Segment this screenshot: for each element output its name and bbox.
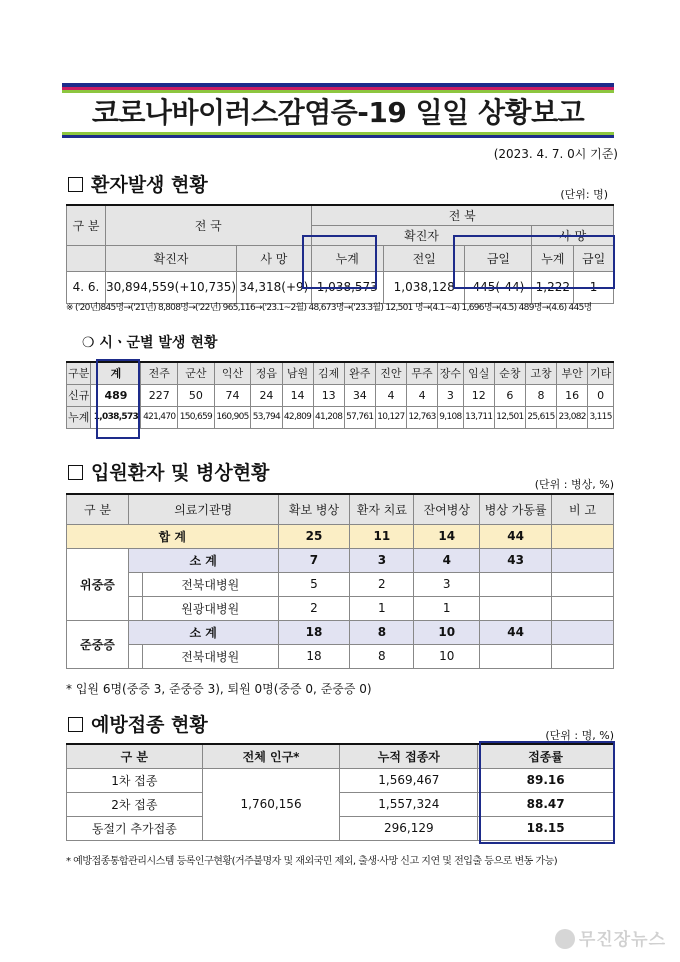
header-cell: 금일 — [465, 245, 532, 271]
data-cell: 41,208 — [313, 406, 344, 428]
data-cell: 12,763 — [407, 406, 438, 428]
data-cell: 160,905 — [214, 406, 251, 428]
data-cell: 7 — [278, 548, 350, 572]
data-cell: 44 — [480, 524, 552, 548]
title-stripe — [62, 135, 614, 138]
header-cell: 접종률 — [478, 744, 614, 768]
data-cell — [480, 572, 552, 596]
population-cell: 1,760,156 — [202, 768, 340, 840]
data-cell: 12 — [463, 384, 494, 406]
data-cell — [552, 524, 614, 548]
footnote: ※ ('20년)845명→('21년) 8,808명→('22년) 965,116→('23.1~2월) 48,673명→('23.3월) 12,501 명→(4.1~4) 1,696명→(4.5) 489명→(4.6) 445명 — [66, 303, 592, 313]
data-cell: 3 — [350, 548, 414, 572]
data-cell — [480, 644, 552, 668]
data-cell: 0 — [588, 384, 614, 406]
unit-label: (단위: 명) — [560, 188, 608, 201]
unit-label: (단위 : 병상, %) — [534, 478, 614, 491]
data-cell: 24 — [251, 384, 282, 406]
vaccination-table — [66, 743, 614, 841]
header-cell: 확진자 — [311, 225, 532, 245]
logo-icon — [555, 929, 575, 949]
checkbox-square-icon — [68, 465, 83, 480]
header-cell: 순창 — [494, 362, 525, 384]
data-cell: 1 — [350, 596, 414, 620]
header-cell: 남원 — [282, 362, 313, 384]
header-cell: 구 분 — [67, 744, 203, 768]
header-cell: 전주 — [141, 362, 178, 384]
checkbox-square-icon — [68, 177, 83, 192]
data-cell: 445(-44) — [465, 271, 532, 303]
data-cell: 489 — [91, 384, 141, 406]
group-label: 준중증 — [67, 620, 129, 668]
data-cell: 43 — [480, 548, 552, 572]
data-cell: 30,894,559(+10,735) — [105, 271, 236, 303]
data-cell: 누계 — [67, 406, 91, 428]
data-cell: 전북대병원 — [142, 644, 278, 668]
data-cell: 44 — [480, 620, 552, 644]
data-cell: 1,038,128 — [383, 271, 464, 303]
section-heading: 입원환자 및 병상현황 — [68, 458, 269, 485]
data-cell: 88.47 — [478, 792, 614, 816]
data-cell: 23,082 — [557, 406, 588, 428]
data-cell: 14 — [414, 524, 480, 548]
section-heading: 환자발생 현황 — [68, 170, 208, 197]
data-cell: 원광대병원 — [142, 596, 278, 620]
data-cell: 4. 6. — [67, 271, 106, 303]
data-cell — [480, 596, 552, 620]
data-cell: 11 — [350, 524, 414, 548]
subtotal-label: 소 계 — [128, 548, 278, 572]
group-label: 위중증 — [67, 548, 129, 620]
data-cell: 1차 접종 — [67, 768, 203, 792]
data-cell — [552, 644, 614, 668]
data-cell: 16 — [557, 384, 588, 406]
data-cell: 4 — [407, 384, 438, 406]
header-cell: 확진자 — [105, 245, 236, 271]
data-cell: 1,222 — [532, 271, 574, 303]
header-cell: 비 고 — [552, 494, 614, 524]
date-basis: (2023. 4. 7. 0시 기준) — [493, 147, 618, 161]
data-cell: 227 — [141, 384, 178, 406]
data-cell: 10 — [414, 620, 480, 644]
header-cell: 김제 — [313, 362, 344, 384]
header-cell: 전 국 — [105, 205, 311, 245]
data-cell: 9,108 — [438, 406, 464, 428]
header-cell: 고창 — [525, 362, 556, 384]
header-cell: 정읍 — [251, 362, 282, 384]
data-cell: 8 — [525, 384, 556, 406]
data-cell: 1,557,324 — [340, 792, 478, 816]
data-cell: 1,038,573 — [311, 271, 383, 303]
data-cell: 25 — [278, 524, 350, 548]
data-cell: 1 — [574, 271, 614, 303]
spacer-cell — [128, 572, 142, 596]
data-cell: 89.16 — [478, 768, 614, 792]
checkbox-square-icon — [68, 717, 83, 732]
header-cell: 진안 — [375, 362, 406, 384]
page-title: 코로나바이러스감염증-19 일일 상황보고 — [91, 96, 585, 129]
header-cell: 누계 — [532, 245, 574, 271]
data-cell: 13,711 — [463, 406, 494, 428]
data-cell: 2차 접종 — [67, 792, 203, 816]
header-cell: 전일 — [383, 245, 464, 271]
data-cell: 421,470 — [141, 406, 178, 428]
data-cell: 3 — [438, 384, 464, 406]
footnote: * 예방접종통합관리시스템 등록인구현황(거주불명자 및 재외국민 제외, 출생·사망 신고 지연 및 전입출 등으로 변동 가능) — [66, 856, 558, 867]
data-cell: 12,501 — [494, 406, 525, 428]
data-cell: 동절기 추가접종 — [67, 816, 203, 840]
data-cell: 18.15 — [478, 816, 614, 840]
header-cell: 전 북 — [311, 205, 613, 225]
data-cell: 전북대병원 — [142, 572, 278, 596]
header-cell: 의료기관명 — [128, 494, 278, 524]
data-cell: 4 — [414, 548, 480, 572]
header-cell — [67, 245, 106, 271]
total-row-label: 합 계 — [67, 524, 279, 548]
data-cell: 50 — [178, 384, 215, 406]
watermark: 무진장뉴스 — [555, 925, 666, 950]
footnote: * 입원 6명(중증 3, 준중증 3), 퇴원 0명(중증 0, 준중증 0) — [66, 682, 372, 696]
header-cell: 무주 — [407, 362, 438, 384]
data-cell: 18 — [278, 620, 350, 644]
subsection-heading: ❍ 시ㆍ군별 발생 현황 — [82, 335, 218, 351]
data-cell: 13 — [313, 384, 344, 406]
header-cell: 기타 — [588, 362, 614, 384]
patient-table — [66, 204, 614, 304]
data-cell: 34 — [344, 384, 375, 406]
data-cell: 8 — [350, 644, 414, 668]
section-heading: 예방접종 현황 — [68, 710, 208, 737]
data-cell: 53,794 — [251, 406, 282, 428]
data-cell: 4 — [375, 384, 406, 406]
data-cell: 3,115 — [588, 406, 614, 428]
data-cell: 6 — [494, 384, 525, 406]
city-county-table — [66, 361, 614, 429]
header-cell: 누적 접종자 — [340, 744, 478, 768]
header-cell: 환자 치료 — [350, 494, 414, 524]
header-cell: 임실 — [463, 362, 494, 384]
data-cell: 14 — [282, 384, 313, 406]
header-cell: 구 분 — [67, 205, 106, 245]
data-cell: 5 — [278, 572, 350, 596]
data-cell — [552, 596, 614, 620]
header-cell: 구 분 — [67, 494, 129, 524]
data-cell: 1,038,573 — [91, 406, 141, 428]
data-cell — [552, 572, 614, 596]
header-cell: 병상 가동률 — [480, 494, 552, 524]
header-cell: 부안 — [557, 362, 588, 384]
header-cell: 누계 — [311, 245, 383, 271]
unit-label: (단위 : 명, %) — [545, 729, 614, 742]
header-cell: 장수 — [438, 362, 464, 384]
data-cell: 34,318(+9) — [237, 271, 311, 303]
header-cell: 군산 — [178, 362, 215, 384]
data-cell: 296,129 — [340, 816, 478, 840]
data-cell: 74 — [214, 384, 251, 406]
data-cell — [552, 548, 614, 572]
subtotal-label: 소 계 — [128, 620, 278, 644]
data-cell: 신규 — [67, 384, 91, 406]
data-cell: 10,127 — [375, 406, 406, 428]
header-cell: 사 망 — [237, 245, 311, 271]
header-cell: 구분 — [67, 362, 91, 384]
header-cell: 계 — [91, 362, 141, 384]
hospital-bed-table — [66, 493, 614, 669]
data-cell: 1,569,467 — [340, 768, 478, 792]
header-cell: 확보 병상 — [278, 494, 350, 524]
spacer-cell — [128, 644, 142, 668]
data-cell: 10 — [414, 644, 480, 668]
data-cell: 3 — [414, 572, 480, 596]
data-cell: 42,809 — [282, 406, 313, 428]
data-cell: 18 — [278, 644, 350, 668]
data-cell: 2 — [350, 572, 414, 596]
header-cell: 사 망 — [532, 225, 614, 245]
header-cell: 완주 — [344, 362, 375, 384]
data-cell: 57,761 — [344, 406, 375, 428]
header-cell: 익산 — [214, 362, 251, 384]
data-cell: 8 — [350, 620, 414, 644]
header-cell: 금일 — [574, 245, 614, 271]
spacer-cell — [128, 596, 142, 620]
header-cell: 잔여병상 — [414, 494, 480, 524]
data-cell — [552, 620, 614, 644]
header-cell: 전체 인구* — [202, 744, 340, 768]
data-cell: 150,659 — [178, 406, 215, 428]
data-cell: 1 — [414, 596, 480, 620]
data-cell: 2 — [278, 596, 350, 620]
data-cell: 25,615 — [525, 406, 556, 428]
